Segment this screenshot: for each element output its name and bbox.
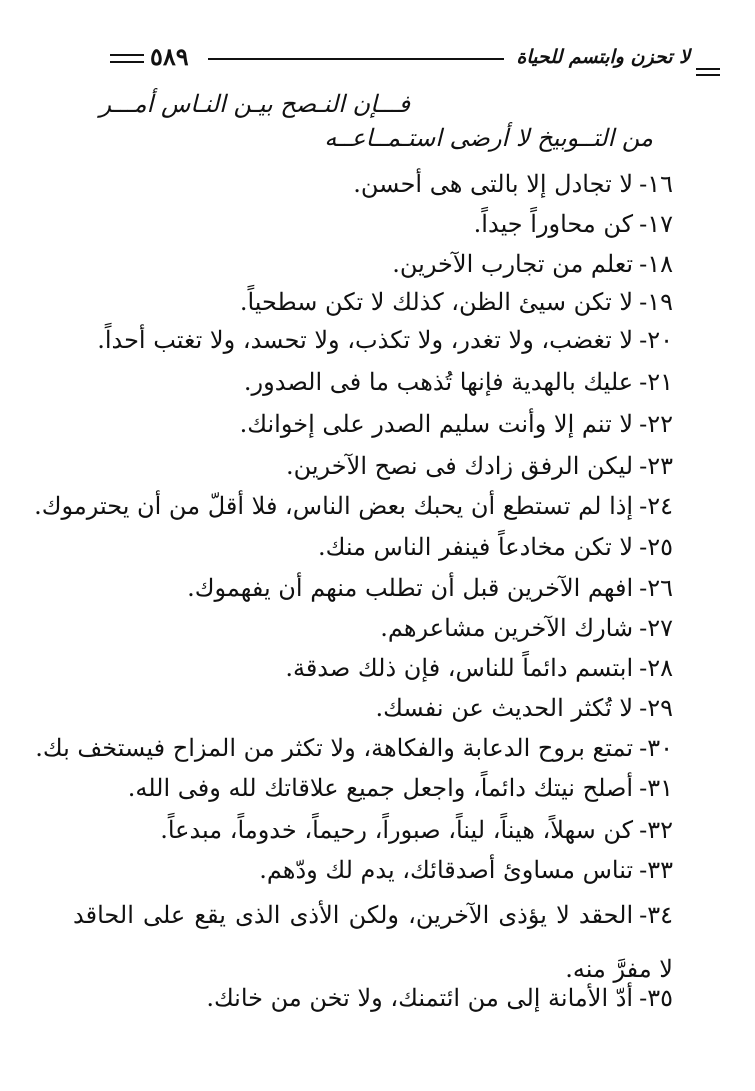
header-rule-left-top	[110, 54, 144, 56]
list-item	[97, 326, 673, 354]
page-number: ٥٨٩	[150, 42, 189, 71]
list-item	[474, 210, 673, 238]
item-number: ٢٢-	[639, 410, 673, 438]
item-number: ٢٦-	[639, 574, 673, 602]
item-number: ٣١-	[639, 774, 673, 802]
list-item	[285, 654, 673, 682]
item-number: ٢٨-	[639, 654, 673, 682]
item-number: ٣٥-	[639, 984, 673, 1012]
item-number: ٣٠-	[639, 734, 673, 762]
running-header	[110, 42, 720, 82]
list-item	[240, 410, 673, 438]
item-text: تناس مساوئ أصدقائك، يدم لك ودّهم.	[259, 856, 634, 884]
poem-line-2: من التــوبيخ لا أرضى استـمــاعــه	[324, 124, 653, 152]
item-number: ٣٤-	[639, 901, 673, 929]
item-text: إذا لم تستطع أن يحبك بعض الناس، فلا أقلّ من أن يحترموك.	[34, 492, 634, 520]
item-text: تعلم من تجارب الآخرين.	[392, 250, 634, 278]
item-number: ٣٢-	[639, 816, 673, 844]
item-text: تمتع بروح الدعابة والفكاهة، ولا تكثر من المزاح فيستخف بك.	[35, 734, 634, 762]
list-item	[73, 888, 673, 996]
list-item	[286, 452, 673, 480]
list-item	[375, 694, 673, 722]
header-rule-left-bottom	[110, 61, 144, 63]
item-number: ٢٤-	[639, 492, 673, 520]
item-number: ٢٩-	[639, 694, 673, 722]
item-number: ١٧-	[639, 210, 673, 238]
list-item	[240, 288, 673, 316]
list-item	[244, 368, 673, 396]
header-rule-middle	[208, 58, 504, 60]
item-text: الحقد لا يؤذى الآخرين، ولكن الأذى الذى يقع على الحاقد لا مفرَّ منه.	[73, 901, 673, 983]
header-rule-right-top	[696, 68, 720, 70]
item-number: ٢١-	[639, 368, 673, 396]
item-number: ١٩-	[639, 288, 673, 316]
item-text: لا تكن مخادعاً فينفر الناس منك.	[317, 533, 634, 561]
running-title: لا تحزن وابتسم للحياة	[516, 46, 690, 68]
item-text: كن سهلاً، هيناً، ليناً، صبوراً، رحيماً، خدوماً، مبدعاً.	[160, 816, 634, 844]
list-item	[392, 250, 673, 278]
item-number: ٢٣-	[639, 452, 673, 480]
list-item	[128, 774, 673, 802]
item-text: ليكن الرفق زادك فى نصح الآخرين.	[285, 452, 634, 480]
item-text: افهم الآخرين قبل أن تطلب منهم أن يفهموك.	[187, 574, 634, 602]
item-text: لا تغضب، ولا تغدر، ولا تكذب، ولا تحسد، ولا تغتب أحداً.	[97, 326, 634, 354]
list-item	[259, 856, 673, 884]
poem-line-1: فـــإن النـصح بيـن النـاس أمـــر	[99, 90, 410, 118]
item-number: ٢٠-	[639, 326, 673, 354]
item-number: ١٨-	[639, 250, 673, 278]
list-item	[318, 533, 673, 561]
list-item	[206, 984, 673, 1012]
list-item	[35, 734, 673, 762]
item-number: ٢٥-	[639, 533, 673, 561]
item-text: لا تُكثر الحديث عن نفسك.	[375, 694, 634, 722]
list-item	[34, 492, 673, 520]
list-item	[380, 614, 673, 642]
item-text: شارك الآخرين مشاعرهم.	[380, 614, 634, 642]
item-text: عليك بالهدية فإنها تُذهب ما فى الصدور.	[243, 368, 634, 396]
item-text: لا تجادل إلا بالتى هى أحسن.	[353, 170, 634, 198]
list-item	[187, 574, 673, 602]
item-text: أدّ الأمانة إلى من ائتمنك، ولا تخن من خانك.	[206, 984, 634, 1012]
item-text: لا تكن سيئ الظن، كذلك لا تكن سطحياً.	[239, 288, 634, 316]
item-text: أصلح نيتك دائماً، واجعل جميع علاقاتك لله وفى الله.	[127, 774, 634, 802]
list-item	[160, 816, 673, 844]
item-text: لا تنم إلا وأنت سليم الصدر على إخوانك.	[239, 410, 634, 438]
item-number: ١٦-	[639, 170, 673, 198]
item-text: كن محاوراً جيداً.	[473, 210, 634, 238]
item-text: ابتسم دائماً للناس، فإن ذلك صدقة.	[285, 654, 634, 682]
item-number: ٣٣-	[639, 856, 673, 884]
item-number: ٢٧-	[639, 614, 673, 642]
header-rule-right-bottom	[696, 74, 720, 76]
list-item	[353, 170, 673, 198]
